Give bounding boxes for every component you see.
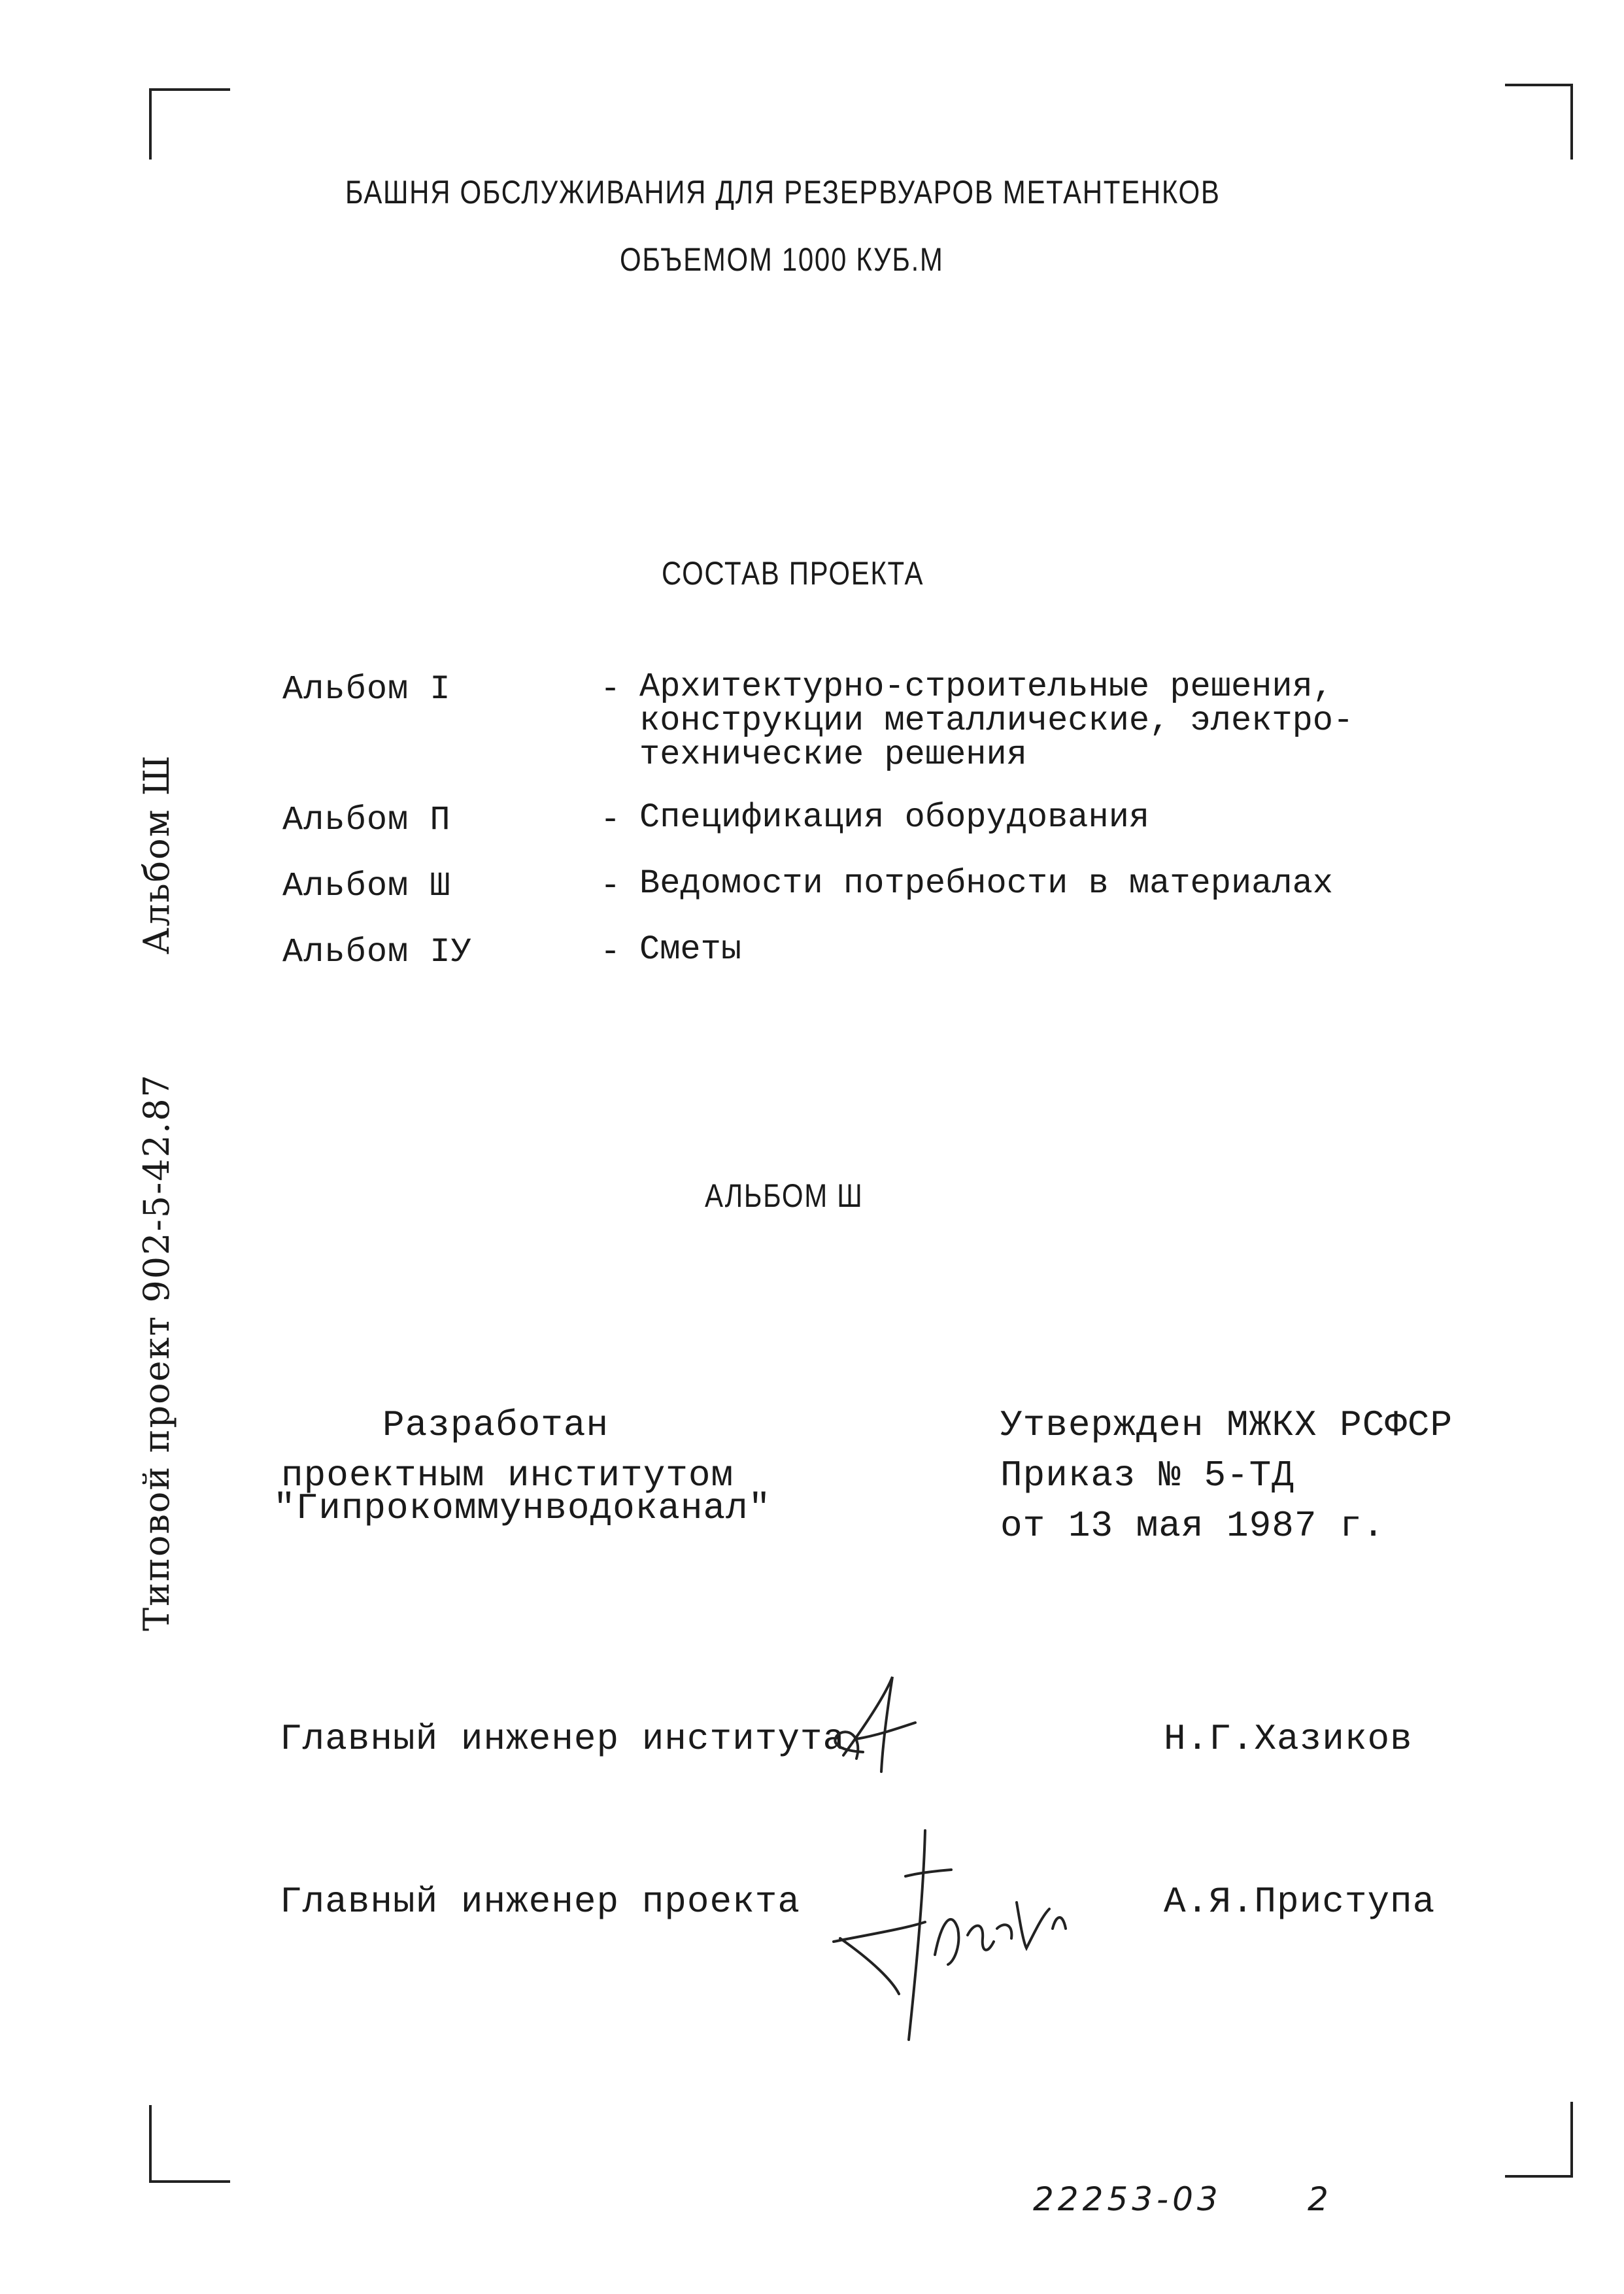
footer-code: 22253-03 bbox=[1033, 2180, 1222, 2218]
signature-mark-chief-engineer-institute bbox=[817, 1674, 928, 1791]
album-description: Ведомости потребности в материалах bbox=[639, 864, 1333, 903]
composition-heading: СОСТАВ ПРОЕКТА bbox=[662, 555, 924, 592]
side-label-project: Типовой проект 902-5-42.87 bbox=[136, 1073, 177, 1631]
approved-line1: Утвержден МЖКХ РСФСР bbox=[1000, 1404, 1453, 1446]
album-heading: АЛЬБОМ Ш bbox=[705, 1177, 864, 1214]
frame-corner-bottom-left bbox=[149, 2105, 230, 2183]
frame-corner-top-right bbox=[1505, 84, 1573, 160]
developed-line3: "Гипрокоммунводоканал" bbox=[273, 1487, 771, 1529]
signature-role: Главный инженер института bbox=[280, 1718, 846, 1760]
signature-name: Н.Г.Хазиков bbox=[1164, 1718, 1413, 1760]
frame-corner-top-left bbox=[149, 88, 230, 160]
album-label: Альбом Ш bbox=[282, 867, 451, 905]
footer-page-number: 2 bbox=[1308, 2180, 1332, 2218]
side-label-album: Альбом Ш bbox=[136, 754, 177, 954]
signature-role: Главный инженер проекта bbox=[280, 1881, 800, 1923]
album-dash: - bbox=[600, 801, 622, 839]
album-label: Альбом IУ bbox=[282, 933, 472, 971]
developed-line2: проектным институтом bbox=[281, 1455, 734, 1496]
developed-line1: Разработан bbox=[382, 1404, 609, 1446]
album-description: Сметы bbox=[639, 930, 742, 969]
frame-corner-bottom-right bbox=[1505, 2102, 1573, 2178]
album-description: Архитектурно-строительные решения, конструкции металлические, электро- технические решения bbox=[639, 667, 1354, 774]
approved-line2: Приказ № 5-ТД bbox=[1000, 1455, 1294, 1496]
signature-mark-chief-engineer-project bbox=[827, 1830, 1108, 2046]
album-dash: - bbox=[600, 670, 622, 709]
approved-line3: от 13 мая 1987 г. bbox=[1000, 1505, 1385, 1547]
signature-name: А.Я.Приступа bbox=[1164, 1881, 1436, 1923]
album-dash: - bbox=[600, 933, 622, 971]
document-title-line1: БАШНЯ ОБСЛУЖИВАНИЯ ДЛЯ РЕЗЕРВУАРОВ МЕТАНТЕНКОВ bbox=[345, 174, 1221, 211]
document-title-line2: ОБЪЕМОМ 1000 КУБ.М bbox=[620, 241, 944, 278]
album-label: Альбом I bbox=[282, 670, 451, 709]
album-dash: - bbox=[600, 867, 622, 905]
album-label: Альбом П bbox=[282, 801, 451, 839]
album-description: Спецификация оборудования bbox=[639, 798, 1150, 837]
